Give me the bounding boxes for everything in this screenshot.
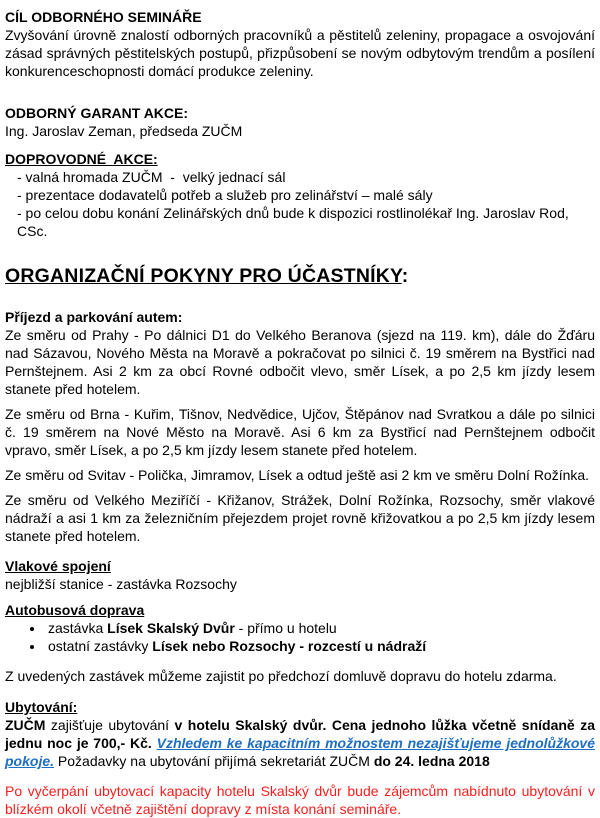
arrival-paragraph-svitavy: Ze směru od Svitav - Polička, Jimramov, Lísek a odtud ještě asi 2 km ve směru Dolní Rožínka. [5,467,590,483]
arrival-paragraph-prague: Ze směru od Prahy - Po dálnici D1 do Velkého Beranova (sjezd na 119. km), dále do Žďáru nad Sázavou, Nového Města na Moravě a pokračovat po silnici č. 19 směrem na Bystřici nad Pernštejnem. Asi 2 km za obcí Rovné odbočit vlevo, směr Lísek, a po 2,5 km jízdy lesem stanete před hotelem. [5,327,595,397]
arrival-paragraph-velke-mezirici: Ze směru od Velkého Meziříčí - Křižanov, Strážek, Dolní Rožínka, Rozsochy, směr vlakové nádraží a asi 1 km za železničním přejezdem projet rovně křižovatkou a po 2,5 km jízdy lesem stanete před hotelem. [5,492,595,544]
accommodation-deadline: do 24. ledna 2018 [373,753,490,769]
capacity-red-notice: Po vyčerpání ubytovací kapacity hotelu Skalský dvůr bude zájemcům nabídnuto ubytování v blízkém okolí včetně zajištění dopravy z místa konání semináře. [5,783,595,817]
accommodation-capacity-emphasis: Vzhledem ke kapacitním možnostem nezajišťujeme jednolůžkové pokoje. [5,735,595,769]
section-heading-train-connection: Vlakové spojení [5,558,111,574]
bus-stop-name: Lísek nebo Rozsochy - rozcestí u nádraží [152,638,427,654]
accompanying-event-item: - valná hromada ZUČM - velký jednací sál [17,169,286,185]
train-station-line: nejbližší stanice - zastávka Rozsochy [5,576,237,592]
bus-stop-list [5,619,595,655]
accommodation-paragraph [5,716,595,770]
accommodation-price-text: v hotelu Skalský dvůr. Cena jednoho lůžka včetně snídaně za jednu noc je 700,- Kč. [5,717,595,751]
seminar-goal-paragraph: Zvyšování úrovně znalostí odborných pracovníků a pěstitelů zeleniny, propagace a osvojování zásad správných pěstitelských postupů, přizpůsobení se novým odbytovým trendům a posílení konkurenceschopnosti domácí produkce zeleniny. [5,27,595,79]
accompanying-event-item: - prezentace dodavatelů potřeb a služeb pro zelinářství – malé sály [17,187,433,203]
section-heading-seminar-goal: CÍL ODBORNÉHO SEMINÁŘE [5,9,202,25]
accommodation-org-abbrev: ZUČM [5,717,46,733]
page-title-text: ORGANIZAČNÍ POKYNY PRO ÚČASTNÍKY [5,265,402,287]
section-heading-accommodation: Ubytování: [5,699,78,715]
bus-stop-item [45,637,595,655]
page-title-colon: : [401,265,409,287]
section-heading-bus-transport: Autobusová doprava [5,602,145,618]
bus-stop-name: Lísek Skalský Dvůr [107,620,235,636]
bus-stop-text: ostatní zastávky [48,638,153,654]
arrival-paragraph-brno: Ze směru od Brna - Kuřim, Tišnov, Nedvědice, Ujčov, Štěpánov nad Svratkou a dále po silnici č. 19 směrem na Nové Město na Moravě. Asi 6 km za Bystřicí nad Pernštejnem odbočit vpravo, směr Lísek, a po 2,5 km jízdy lesem stanete před hotelem. [5,406,595,458]
page-title-organizational-instructions [5,264,595,288]
bus-stop-item [45,619,595,637]
section-heading-garant: ODBORNÝ GARANT AKCE: [5,105,189,121]
accommodation-text: Požadavky na ubytování přijímá sekretariát ZUČM [54,753,374,769]
free-transport-note: Z uvedených zastávek můžeme zajistit po předchozí domluvě dopravu do hotelu zdarma. [5,668,557,684]
garant-paragraph: Ing. Jaroslav Zeman, předseda ZUČM [5,123,243,139]
section-heading-arrival-by-car: Příjezd a parkování autem: [5,309,183,325]
accompanying-event-item: - po celou dobu konání Zelinářských dnů bude k dispozici rostlinolékař Ing. Jaroslav Rod, CSc. [17,205,573,239]
accommodation-text: zajišťuje ubytování [45,717,175,733]
bus-stop-text: - přímo u hotelu [234,620,337,636]
bus-stop-text: zastávka [48,620,108,636]
section-heading-accompanying-events: DOPROVODNÉ AKCE: [5,151,158,167]
